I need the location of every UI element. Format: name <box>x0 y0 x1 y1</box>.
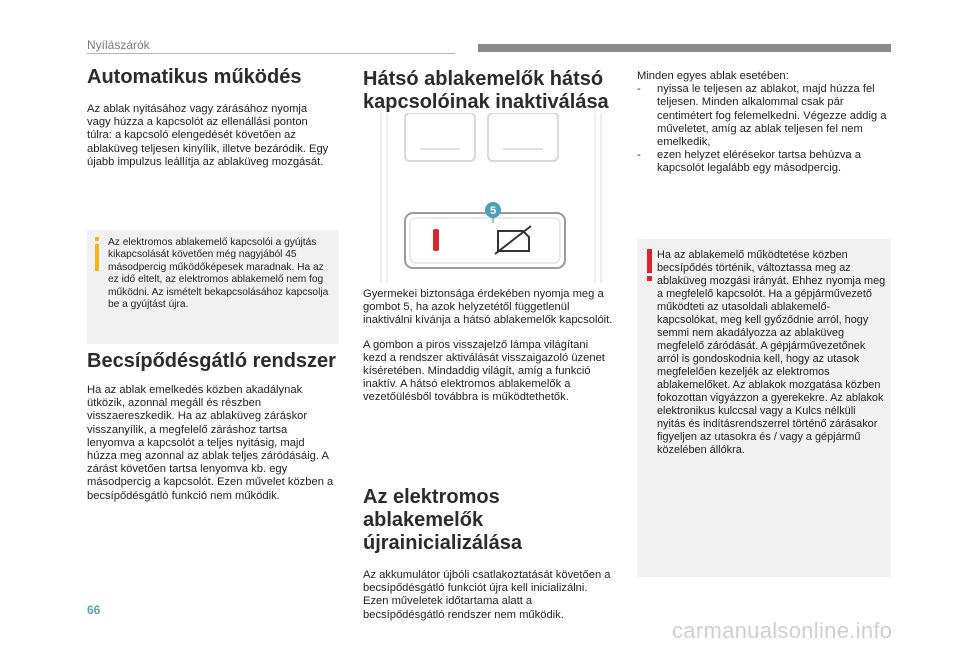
reinit-steps <box>637 83 891 175</box>
middle-column-text <box>363 288 613 405</box>
paragraph-anti-pinch: Ha az ablak emelkedés közben akadálynak ütközik, azonnal megáll és részben visszaereszkedik. Ha az ablaküveg záráskor visszanyílik, a megfelelő záráshoz tartsa lenyomva a kapcsolót a teljes nyitásig, majd húzza meg azonnal az ablak teljes záródásáig. A zárást követően tartsa lenyomva kb. egy másodpercig a kapcsolót. Ezen művelet közben a becsípődésgátló funkció nem működik. <box>87 384 334 502</box>
warning-note-text: Ha az ablakemelő működtetése közben becsípődés történik, változtassa meg az ablaküveg mozgási irányát. Ehhez nyomja meg a megfelelő kapcsolót. Ha a gépjárművezető működteti az utasoldali ablakemelő-kapcsolókat, meg kell győződnie arról, hogy semmi nem akadályozza az ablaküveg megfelelő záródását. A gépjárművezetőnek arról is gondoskodnia kell, hogy az utasok megfelelően kezeljék az elektromos ablakemelőket. Az ablakok mozgatása közben fokozottan vigyázzon a gyerekekre. Az ablakok elektronikus kulccsal vagy a Kulcs nélküli nyitás és indításrendszerrel történő zárásakor figyeljen az utasokra és / vagy a gépjármű közelében állókra. <box>657 249 886 456</box>
warning-icon <box>647 249 653 285</box>
middle-column-lower <box>363 486 613 622</box>
list-item <box>637 83 891 149</box>
left-column <box>87 66 337 169</box>
list-item-marker: - <box>637 149 641 162</box>
info-note-text: Az elektromos ablakemelő kapcsolói a gyújtás kikapcsolását követően még nagyjából 45 másodpercig működőképesek maradnak. Ha az ez idő eltelt, az elektromos ablakemelő nem fog működni. Az ismételt bekapcsolásához kapcsolja be a gyújtást újra. <box>108 237 329 311</box>
list-item <box>637 149 891 175</box>
paragraph-automatic-operation: Az ablak nyitásához vagy zárásához nyomja vagy húzza a kapcsolót az ellenállási ponton túlra: a kapcsoló elengedését követően az ablaküveg teljesen kinyílik, illetve bezáródik. Egy újabb impulzus leállítja az ablaküveg mozgását. <box>87 103 329 168</box>
right-column <box>637 70 891 176</box>
info-icon <box>95 237 99 271</box>
list-item-text: ezen helyzet elérésekor tartsa behúzva a kapcsolót legalább egy másodpercig. <box>657 149 861 175</box>
section-header: Nyílászárók <box>87 38 150 52</box>
heading-rear-lockout: Hátsó ablakemelők hátsó kapcsolóinak inaktiválása <box>363 68 609 113</box>
warning-note <box>637 239 891 577</box>
info-note <box>87 230 339 344</box>
window-lock-switch-icon <box>363 113 616 283</box>
reinit-intro: Minden egyes ablak esetében: <box>637 70 789 82</box>
window-switch-illustration <box>363 113 616 283</box>
watermark: carmanualsonline.info <box>672 618 893 643</box>
header-bar <box>478 44 891 52</box>
list-item-marker: - <box>637 83 641 96</box>
illustration-badge: 5 <box>489 205 497 217</box>
paragraph-reinitialization: Az akkumulátor újbóli csatlakoztatását követően a becsípődésgátló funkciót újra kell inicializálni. Ezen műveletek időtartama alatt a becsípődésgátló rendszer nem működik. <box>363 569 611 621</box>
paragraph-rear-lockout-1: Gyermekei biztonsága érdekében nyomja meg a gombot 5, ha azok helyzetétől függetlenül inaktiválni kívánja a hátsó ablakemelők kapcsolóit. <box>363 288 613 327</box>
heading-automatic-operation: Automatikus működés <box>87 66 302 88</box>
heading-anti-pinch: Becsípődésgátló rendszer <box>87 350 336 372</box>
paragraph-rear-lockout-2: A gombon a piros visszajelző lámpa világítani kezd a rendszer aktiválását visszaigazoló üzenet kíséretében. Mindaddig világít, amíg a funkció inaktív. A hátsó elektromos ablakemelők a vezetőülésből továbbra is működtethetők. <box>363 338 605 404</box>
left-column-lower <box>87 350 337 503</box>
header-divider <box>87 53 455 54</box>
page-number: 66 <box>87 603 101 617</box>
middle-column <box>363 68 613 114</box>
heading-reinitialization: Az elektromos ablakemelők újrainicializálása <box>363 486 522 554</box>
list-item-text: nyissa le teljesen az ablakot, majd húzza fel teljesen. Minden alkalommal csak pár centimétert fog felemelkedni. Végezze addig a műveletet, amíg az ablak teljesen fel nem emelkedik, <box>657 83 887 149</box>
